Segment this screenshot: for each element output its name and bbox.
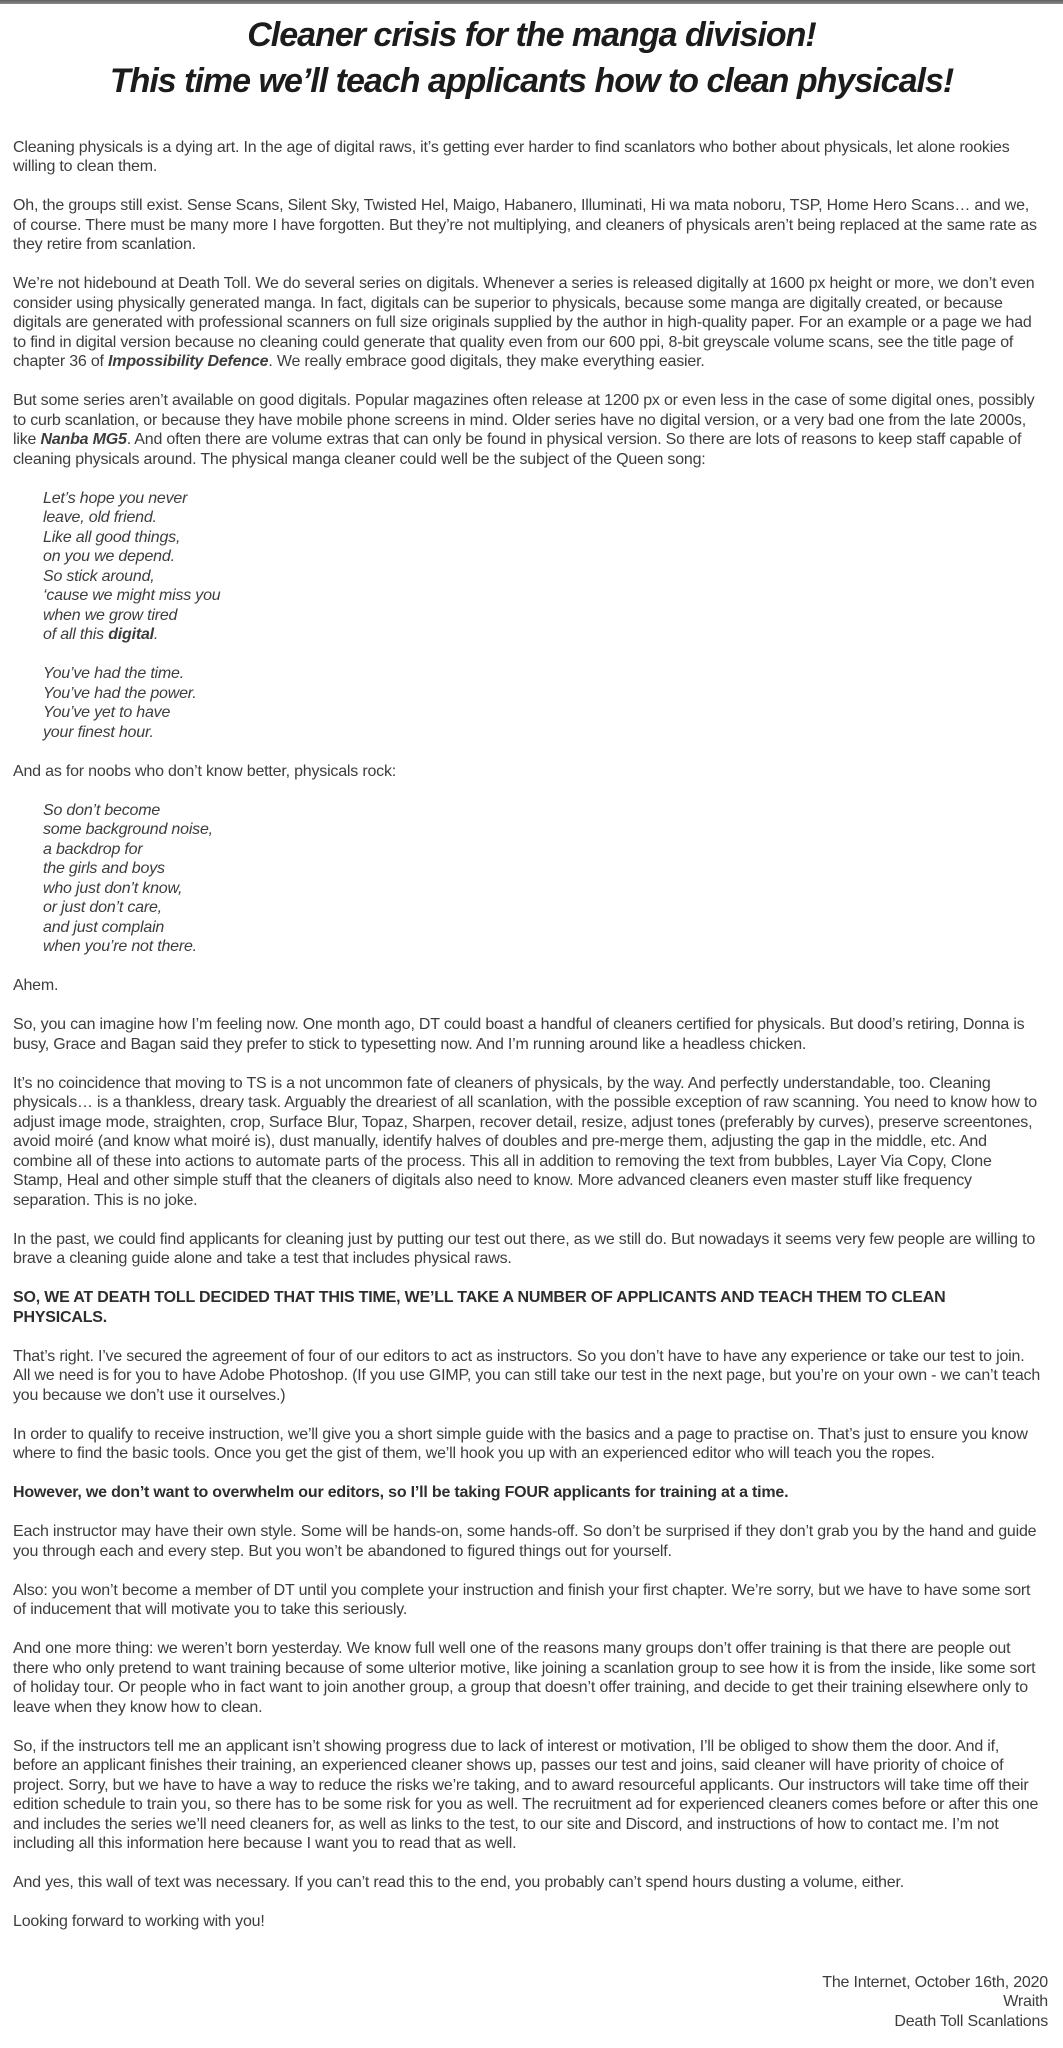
quote-line: when you’re not there. [43, 938, 197, 955]
quote-line: ‘cause we might miss you [43, 587, 221, 604]
quote-stanza-1 [43, 489, 1043, 645]
paragraph-closing: Looking forward to working with you! [13, 1913, 265, 1930]
paragraph-past-applicants: In the past, we could find applicants for cleaning just by putting our test out there, as we still do. But nowadays it seems very few people are willing to brave a cleaning guide alone and take a test that includes physical raws. [13, 1230, 1036, 1267]
paragraph-digitals [13, 274, 1043, 372]
second-song-quote [43, 801, 1043, 957]
quote-line: your finest hour. [43, 723, 154, 741]
quote-line-last [43, 625, 1043, 645]
title-line-2: This time we’ll teach applicants how to clean physicals! [109, 62, 954, 100]
quote-line: You’ve had the power. [43, 684, 197, 702]
quote-line: leave, old friend. [43, 509, 157, 526]
paragraph-instructors: That’s right. I’ve secured the agreement of four of our editors to act as instructors. So you don’t have to have any experience or take our test to join. All we need is for you to have Adobe Photoshop. (If you use GIMP, you can still take our test in the next page, but you’re on your own - we can’t teach you because we don’t use it ourselves.) [13, 1347, 1041, 1404]
quote-stanza [43, 801, 1043, 957]
paragraph-noobs: And as for noobs who don’t know better, physicals rock: [13, 762, 396, 780]
text-run: of all this [43, 626, 109, 643]
quote-line: who just don’t know, [43, 879, 183, 897]
quote-line: You’ve yet to have [43, 704, 171, 721]
text-run: . [153, 626, 159, 643]
quote-line: Like all good things, [43, 528, 181, 546]
paragraph-four-applicants: However, we don’t want to overwhelm our editors, so I’ll be taking FOUR applicants for training at a time. [13, 1484, 789, 1501]
paragraph-ahem: Ahem. [13, 977, 59, 994]
quote-line: You’ve had the time. [43, 665, 184, 682]
quote-line: Let’s hope you never [43, 489, 188, 507]
signature-group: Death Toll Scanlations [894, 2012, 1048, 2030]
text-run: . We really embrace good digitals, they make everything easier. [268, 353, 705, 370]
quote-line: or just don’t care, [43, 899, 162, 916]
text-run: But some series aren’t available on good digitals. Popular magazines often release at 1200 px or even less in the case of some digital ones, possibly to curb scanlation, or because they have mobile phone screens in mind. Older series have no digital version, or a very bad one from the late 2000s, like [13, 392, 1035, 448]
quote-line: a backdrop for [43, 840, 143, 858]
quote-stanza-2 [43, 664, 1043, 742]
paragraph-membership: Also: you won’t become a member of DT until you complete your instruction and finish your first chapter. We’re sorry, but we have to have some sort of inducement that will motivate you to take this seriously. [13, 1581, 1031, 1618]
quote-line: and just complain [43, 918, 165, 936]
signature-dateline: The Internet, October 16th, 2020 [822, 1973, 1048, 1991]
signature-author: Wraith [1003, 1993, 1048, 2010]
document-body [0, 104, 1063, 1932]
paragraph-physical-reasons [13, 391, 1043, 469]
text-run: We’re not hidebound at Death Toll. We do several series on digitals. Whenever a series is released digitally at 1600 px height or more, we don’t even consider using physically generated manga. In fact, digitals can be superior to physicals, because some manga are digitally created, or because digitals are generated with professional scanners on full size originals supplied by the author in high-quality paper. For an example or a page we had to find in digital version because no cleaning could generate that quality even from our 600 ppi, 8-bit greyscale volume scans, see the title page of chapter 36 of [13, 275, 1035, 370]
paragraph-cleaning-tasks: It’s no coincidence that moving to TS is a not uncommon fate of cleaners of physicals, by the way. And perfectly understandable, too. Cleaning physicals… is a thankless, dreary task. Arguably the dreariest of all scanlation, with the possible exception of raw scanning. You need to know how to adjust image mode, straighten, crop, Surface Blur, Topaz, Sharpen, recover detail, resize, adjust tones (preferably by curves), preserve screentones, avoid moiré (and know what moiré is), dust manually, identify halves of doubles and pre-merge them, adjusting the gap in the middle, etc. And combine all of these into actions to automate parts of the process. This all in addition to removing the text from bubbles, Layer Via Copy, Clone Stamp, Heal and other simple stuff that the cleaners of digitals also need to know. More advanced cleaners even master stuff like frequency separation. This is no joke. [13, 1074, 1037, 1209]
quote-line: the girls and boys [43, 860, 165, 877]
paragraph-intro: Cleaning physicals is a dying art. In the age of digital raws, it’s getting ever harder to find scanlators who bother about physicals, let alone rookies willing to clean them. [13, 138, 1010, 175]
title-line-1: Cleaner crisis for the manga division! [247, 16, 816, 54]
paragraph-risks: So, if the instructors tell me an applicant isn’t showing progress due to lack of interest or motivation, I’ll be obliged to show them the door. And if, before an applicant finishes their training, an experienced cleaner shows up, passes our test and joins, said cleaner will have priority of choice of project. Sorry, but we have to have a way to reduce the risks we’re taking, and to award resourceful applicants. Our instructors will take time off their edition schedule to train you, so there has to be some risk for you as well. The recruitment ad for experienced cleaners comes before or after this one and includes the series we’ll need cleaners for, as well as links to the test, to our site and Discord, and instructions of how to contact me. I’m not including all this information here because I want you to read that as well. [13, 1737, 1039, 1852]
paragraph-wall-of-text: And yes, this wall of text was necessary. If you can’t read this to the end, you probably can’t spend hours dusting a volume, either. [13, 1874, 904, 1891]
quote-line: on you we depend. [43, 548, 175, 565]
quote-line: when we grow tired [43, 606, 178, 624]
paragraph-ulterior-motives: And one more thing: we weren’t born yesterday. We know full well one of the reasons many groups don’t offer training is that there are people out there who only pretend to want training because of some ulterior motive, like joining a scanlation group to see how it is from the inside, like some sort of holiday tour. Or people who in fact want to join another group, a group that doesn’t offer training, and decide to get their training elsewhere only to leave when they know how to clean. [13, 1640, 1036, 1716]
page-title [20, 12, 1043, 104]
quote-line: So stick around, [43, 567, 155, 585]
text-run: . And often there are volume extras that can only be found in physical version. So there are lots of reasons to keep staff capable of cleaning physicals around. The physical manga cleaner could well be the subject of the Queen song: [13, 431, 1022, 468]
paragraph-groups: Oh, the groups still exist. Sense Scans, Silent Sky, Twisted Hel, Maigo, Habanero, Illuminati, Hi wa mata noboru, TSP, Home Hero Scans… and we, of course. There must be many more I have forgotten. But they’re not multiplying, and cleaners of physicals aren’t being replaced at the same rate as they retire from scanlation. [13, 197, 1037, 253]
signature-block [0, 1973, 1063, 2046]
quote-line: So don’t become [43, 801, 161, 819]
emphasized-word-digital: digital [108, 626, 154, 643]
paragraph-announcement: SO, WE AT DEATH TOLL DECIDED THAT THIS TIME, WE’LL TAKE A NUMBER OF APPLICANTS AND TEACH THEM TO CLEAN PHYSICALS. [13, 1289, 946, 1326]
paragraph-instructor-style: Each instructor may have their own style. Some will be hands-on, some hands-off. So don’t be surprised if they don’t grab you by the hand and guide you through each and every step. But you won’t be abandoned to figured things out for yourself. [13, 1523, 1037, 1560]
queen-song-quote [43, 489, 1043, 743]
top-border [0, 0, 1063, 4]
paragraph-feeling-now: So, you can imagine how I’m feeling now. One month ago, DT could boast a handful of cleaners certified for physicals. But dood’s retiring, Donna is busy, Grace and Bagan said they prefer to stick to typesetting now. And I’m running around like a headless chicken. [13, 1016, 1025, 1053]
quote-line: some background noise, [43, 821, 213, 838]
series-title-nanba-mg5: Nanba MG5 [40, 431, 127, 448]
paragraph-qualify: In order to qualify to receive instruction, we’ll give you a short simple guide with the basics and a page to practise on. That’s just to ensure you know where to find the basic tools. Once you get the gist of them, we’ll hook you up with an experienced editor who will teach you the ropes. [13, 1425, 1028, 1462]
series-title-impossibility-defence: Impossibility Defence [108, 353, 269, 370]
